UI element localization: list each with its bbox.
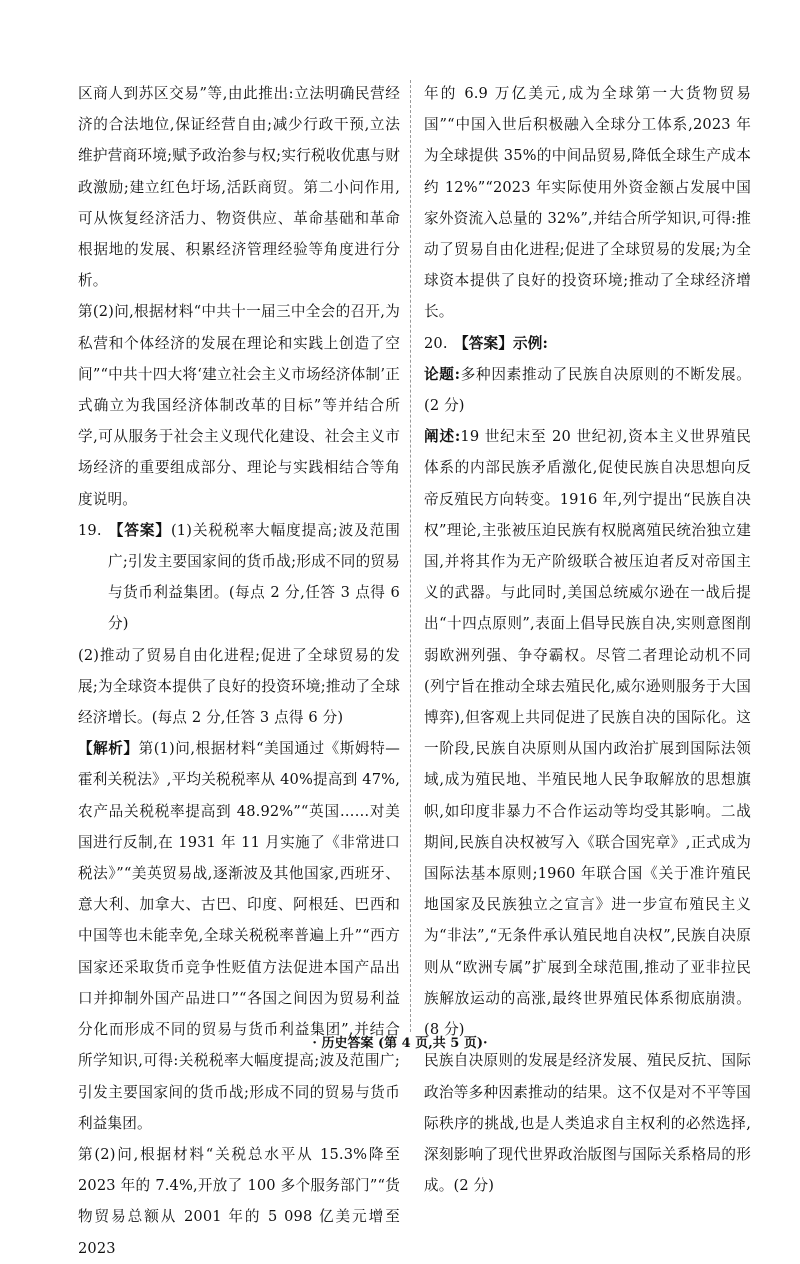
right-column xyxy=(424,78,751,1201)
q20-answer-head xyxy=(424,328,751,359)
thesis-label: 论题: xyxy=(424,365,461,383)
q19-answer-block xyxy=(78,515,400,640)
q19-answer-2: (2)推动了贸易自由化进程;促进了全球贸易的发展;为全球资本提供了良好的投资环境;推动了全球经济增长。(每点 2 分,任答 3 点得 6 分) xyxy=(78,646,400,727)
q19-analysis-1 xyxy=(78,733,400,1139)
q19-answer-tag: 【答案】 xyxy=(108,521,171,539)
q19-analysis-2: 第(2)问,根据材料“关税总水平从 15.3%降至 2023 年的 7.4%,开放了 100 多个服务部门”“货物贸易总额从 2001 年的 5 098 亿美元增至 2023 xyxy=(78,1145,400,1257)
q19-analysis-tag: 【解析】 xyxy=(78,740,139,758)
q20-elaboration xyxy=(424,421,751,1045)
column-divider xyxy=(410,80,411,1032)
q20-example-label: 示例: xyxy=(512,334,549,352)
page-footer: · 历史答案 (第 4 页,共 5 页)· xyxy=(312,1036,488,1051)
q18-analysis-part2: 第(2)问,根据材料“中共十一届三中全会的召开,为私营和个体经济的发展在理论和实践上创造了空间”“中共十四大将‘建立社会主义市场经济体制’正式确立为我国经济体制改革的目标”等并结合所学,可从服务于社会主义现代化建设、社会主义市场经济的重要组成部分、理论与实践相结合等角度说明。 xyxy=(78,303,400,508)
q19-analysis-1-text: 第(1)问,根据材料“美国通过《斯姆特—霍利关税法》,平均关税税率从 40%提高到 47%,农产品关税税率提高到 48.92%”“英国……对美国进行反制,在 1931 年 11 月实施了《非常进口税法》”“美英贸易战,逐渐波及其他国家,西班牙、意大利、加拿大、古巴、印度、阿根廷、巴西和中国等也未能幸免,全球关税税率普遍上升”“西方国家还采取货币竞争性贬值方法促进本国产品出口并抑制外国产品进口”“各国之间因为贸易利益分化而形成不同的贸易与货币利益集团”,并结合所学知识,可得:关税税率大幅度提高;波及范围广;引发主要国家间的货币战;形成不同的贸易与货币利益集团。 xyxy=(78,740,400,1132)
q19-analysis-2-cont: 年的 6.9 万亿美元,成为全球第一大货物贸易国”“中国入世后积极融入全球分工体系,2023 年为全球提供 35%的中间品贸易,降低全球生产成本约 12%”“2023 年实际使用外资金额占发展中国家外资流入总量的 32%”,并结合所学知识,可得:推动了贸易自由化进程;促进了全球贸易的发展;为全球资本提供了良好的投资环境;推动了全球经济增长。 xyxy=(424,85,751,321)
q20-answer-tag: 【答案】 xyxy=(454,334,513,352)
q19-answer-1: (1)关税税率大幅度提高;波及范围广;引发主要国家间的货币战;形成不同的贸易与货币利益集团。(每点 2 分,任答 3 点得 6 分) xyxy=(108,521,400,633)
elaboration-label: 阐述: xyxy=(424,428,461,446)
q20-number: 20. xyxy=(424,334,448,352)
q19-number: 19. xyxy=(78,521,102,539)
left-column xyxy=(78,78,400,1264)
q20-summary: 民族自决原则的发展是经济发展、殖民反抗、国际政治等多种因素推动的结果。这不仅是对不平等国际秩序的挑战,也是人类追求自主权利的必然选择,深刻影响了现代世界政治版图与国际关系格局的形成。(2 分) xyxy=(424,1052,751,1195)
elaboration-text: 19 世纪末至 20 世纪初,资本主义世界殖民体系的内部民族矛盾激化,促使民族自决思想向反帝反殖民方向转变。1916 年,列宁提出“民族自决权”理论,主张被压迫民族有权脱离殖民统治独立建国,并将其作为无产阶级联合被压迫者反对帝国主义的武器。与此同时,美国总统威尔逊在一战后提出“十四点原则”,表面上倡导民族自决,实则意图削弱欧洲列强、争夺霸权。尽管二者理论动机不同(列宁旨在推动全球去殖民化,威尔逊则服务于大国博弈),但客观上共同促进了民族自决的国际化。这一阶段,民族自决原则从国内政治扩展到国际法领域,成为殖民地、半殖民地人民争取解放的思想旗帜,如印度非暴力不合作运动等均受其影响。二战期间,民族自决权被写入《联合国宪章》,正式成为国际法基本原则;1960 年联合国《关于准许殖民地国家及民族独立之宣言》进一步宣布殖民主义为“非法”,“无条件承认殖民地自决权”,民族自决原则从“欧洲专属”扩展到全球范围,推动了亚非拉民族解放运动的高涨,最终世界殖民体系彻底崩溃。(8 分) xyxy=(424,428,751,1039)
q20-thesis xyxy=(424,359,751,421)
q18-analysis-part1: 区商人到苏区交易”等,由此推出:立法明确民营经济的合法地位,保证经营自由;减少行政干预,立法维护营商环境;赋予政治参与权;实行税收优惠与财政激励;建立红色圩场,活跃商贸。第二小问作用,可从恢复经济活力、物资供应、革命基础和革命根据地的发展、积累经济管理经验等角度进行分析。 xyxy=(78,85,400,290)
thesis-text: 多种因素推动了民族自决原则的不断发展。(2 分) xyxy=(424,365,751,415)
